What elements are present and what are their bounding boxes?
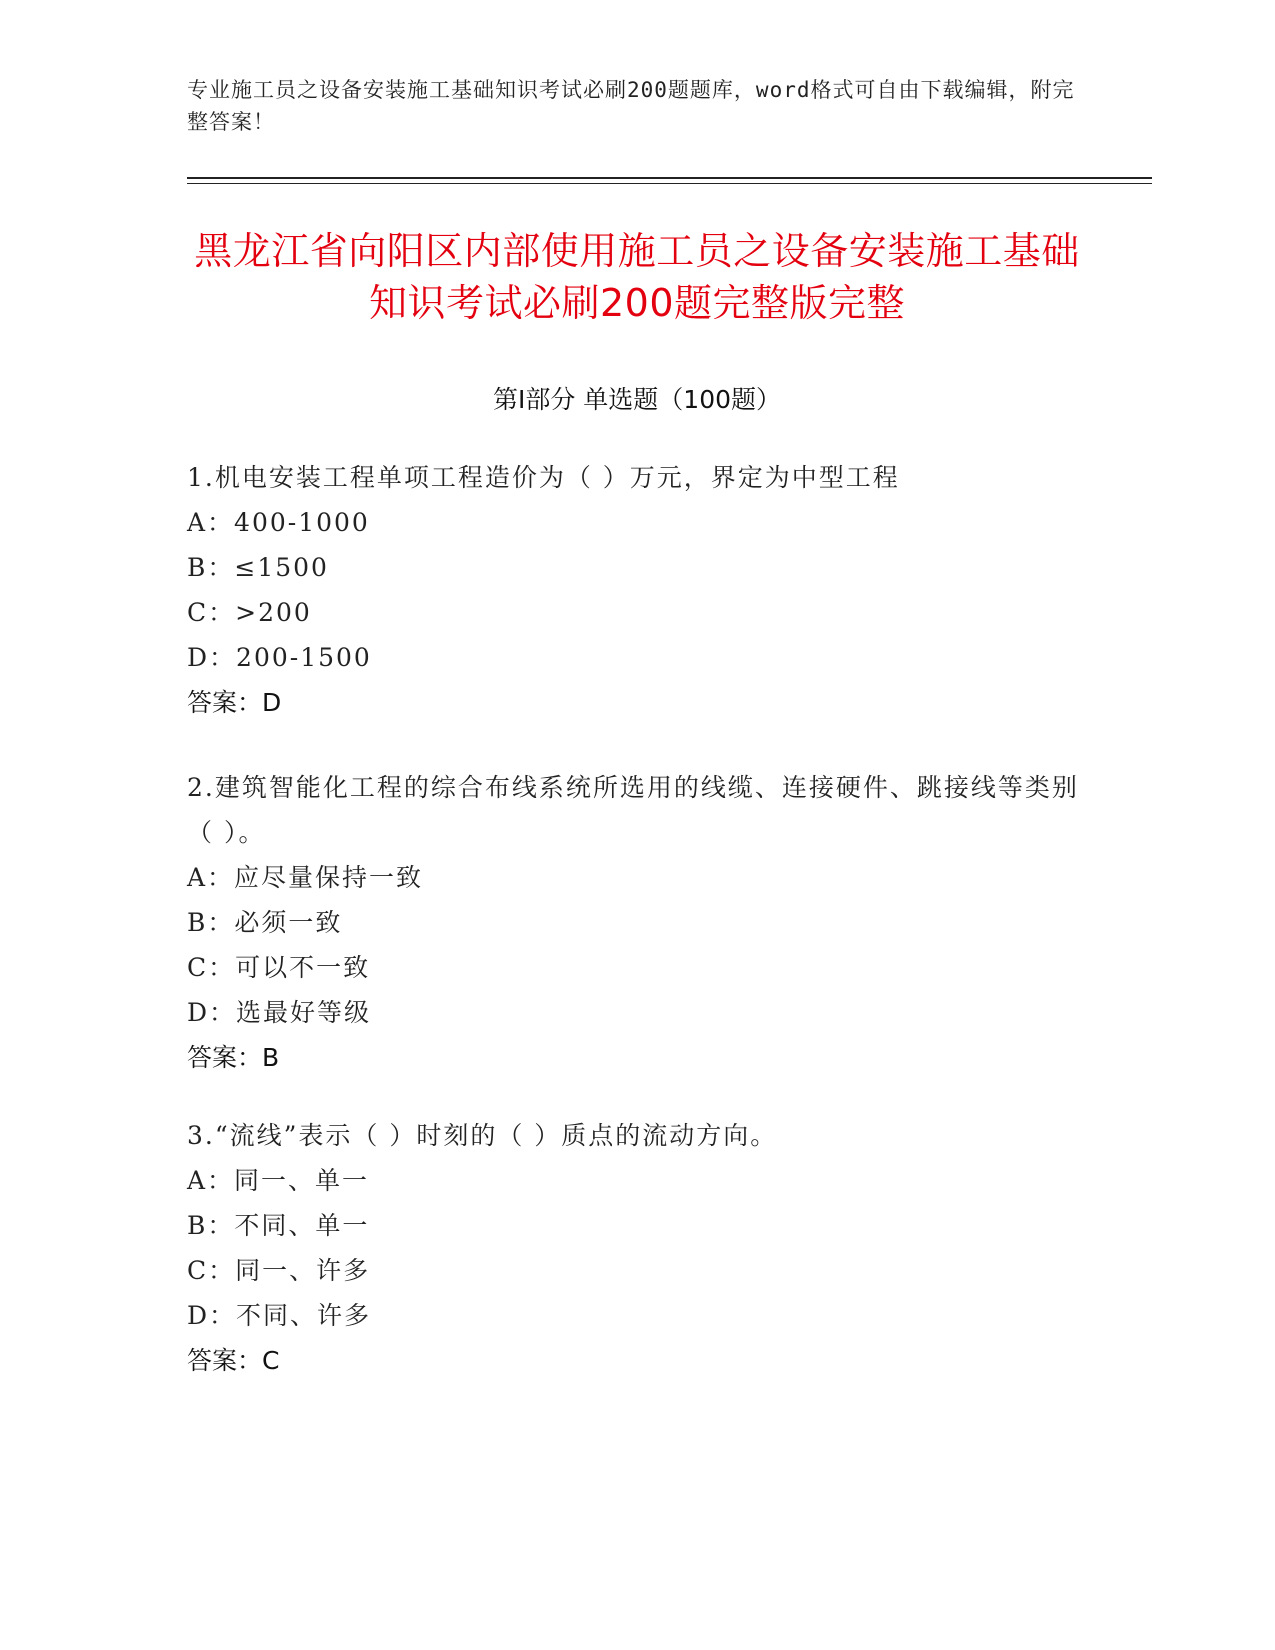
question-stem: 3.“流线”表示（ ）时刻的（ ）质点的流动方向。: [187, 1121, 778, 1150]
answer: 答案：B: [187, 1043, 280, 1072]
question-stem: 2.建筑智能化工程的综合布线系统所选用的线缆、连接硬件、跳接线等类别（ ）。: [187, 773, 1079, 847]
header-rule-thick: [187, 177, 1152, 179]
option-a: A：400-1000: [187, 508, 370, 537]
answer: 答案：D: [187, 688, 282, 717]
option-c: C：可以不一致: [187, 953, 371, 982]
question-1: [187, 455, 1087, 725]
option-d: D：200-1500: [187, 643, 372, 672]
question-2: [187, 765, 1087, 1080]
question-stem: 1.机电安装工程单项工程造价为（ ）万元，界定为中型工程: [187, 463, 900, 492]
option-b: B：不同、单一: [187, 1211, 370, 1240]
option-c: C：>200: [187, 598, 312, 627]
option-b: B：≤1500: [187, 553, 329, 582]
header-note: 专业施工员之设备安装施工基础知识考试必刷200题题库，word格式可自由下载编辑，附完整答案！: [187, 78, 1075, 134]
option-d: D：选最好等级: [187, 998, 372, 1027]
option-a: A：同一、单一: [187, 1166, 370, 1195]
section-title: 第I部分 单选题（100题）: [492, 385, 782, 414]
option-a: A：应尽量保持一致: [187, 863, 424, 892]
document-title: 黑龙江省向阳区内部使用施工员之设备安装施工基础知识考试必刷200题完整版完整: [194, 229, 1080, 325]
option-d: D：不同、许多: [187, 1301, 372, 1330]
option-b: B：必须一致: [187, 908, 343, 937]
answer: 答案：C: [187, 1346, 280, 1375]
header-rule-thin: [187, 183, 1152, 184]
question-3: [187, 1113, 1087, 1383]
option-c: C：同一、许多: [187, 1256, 371, 1285]
